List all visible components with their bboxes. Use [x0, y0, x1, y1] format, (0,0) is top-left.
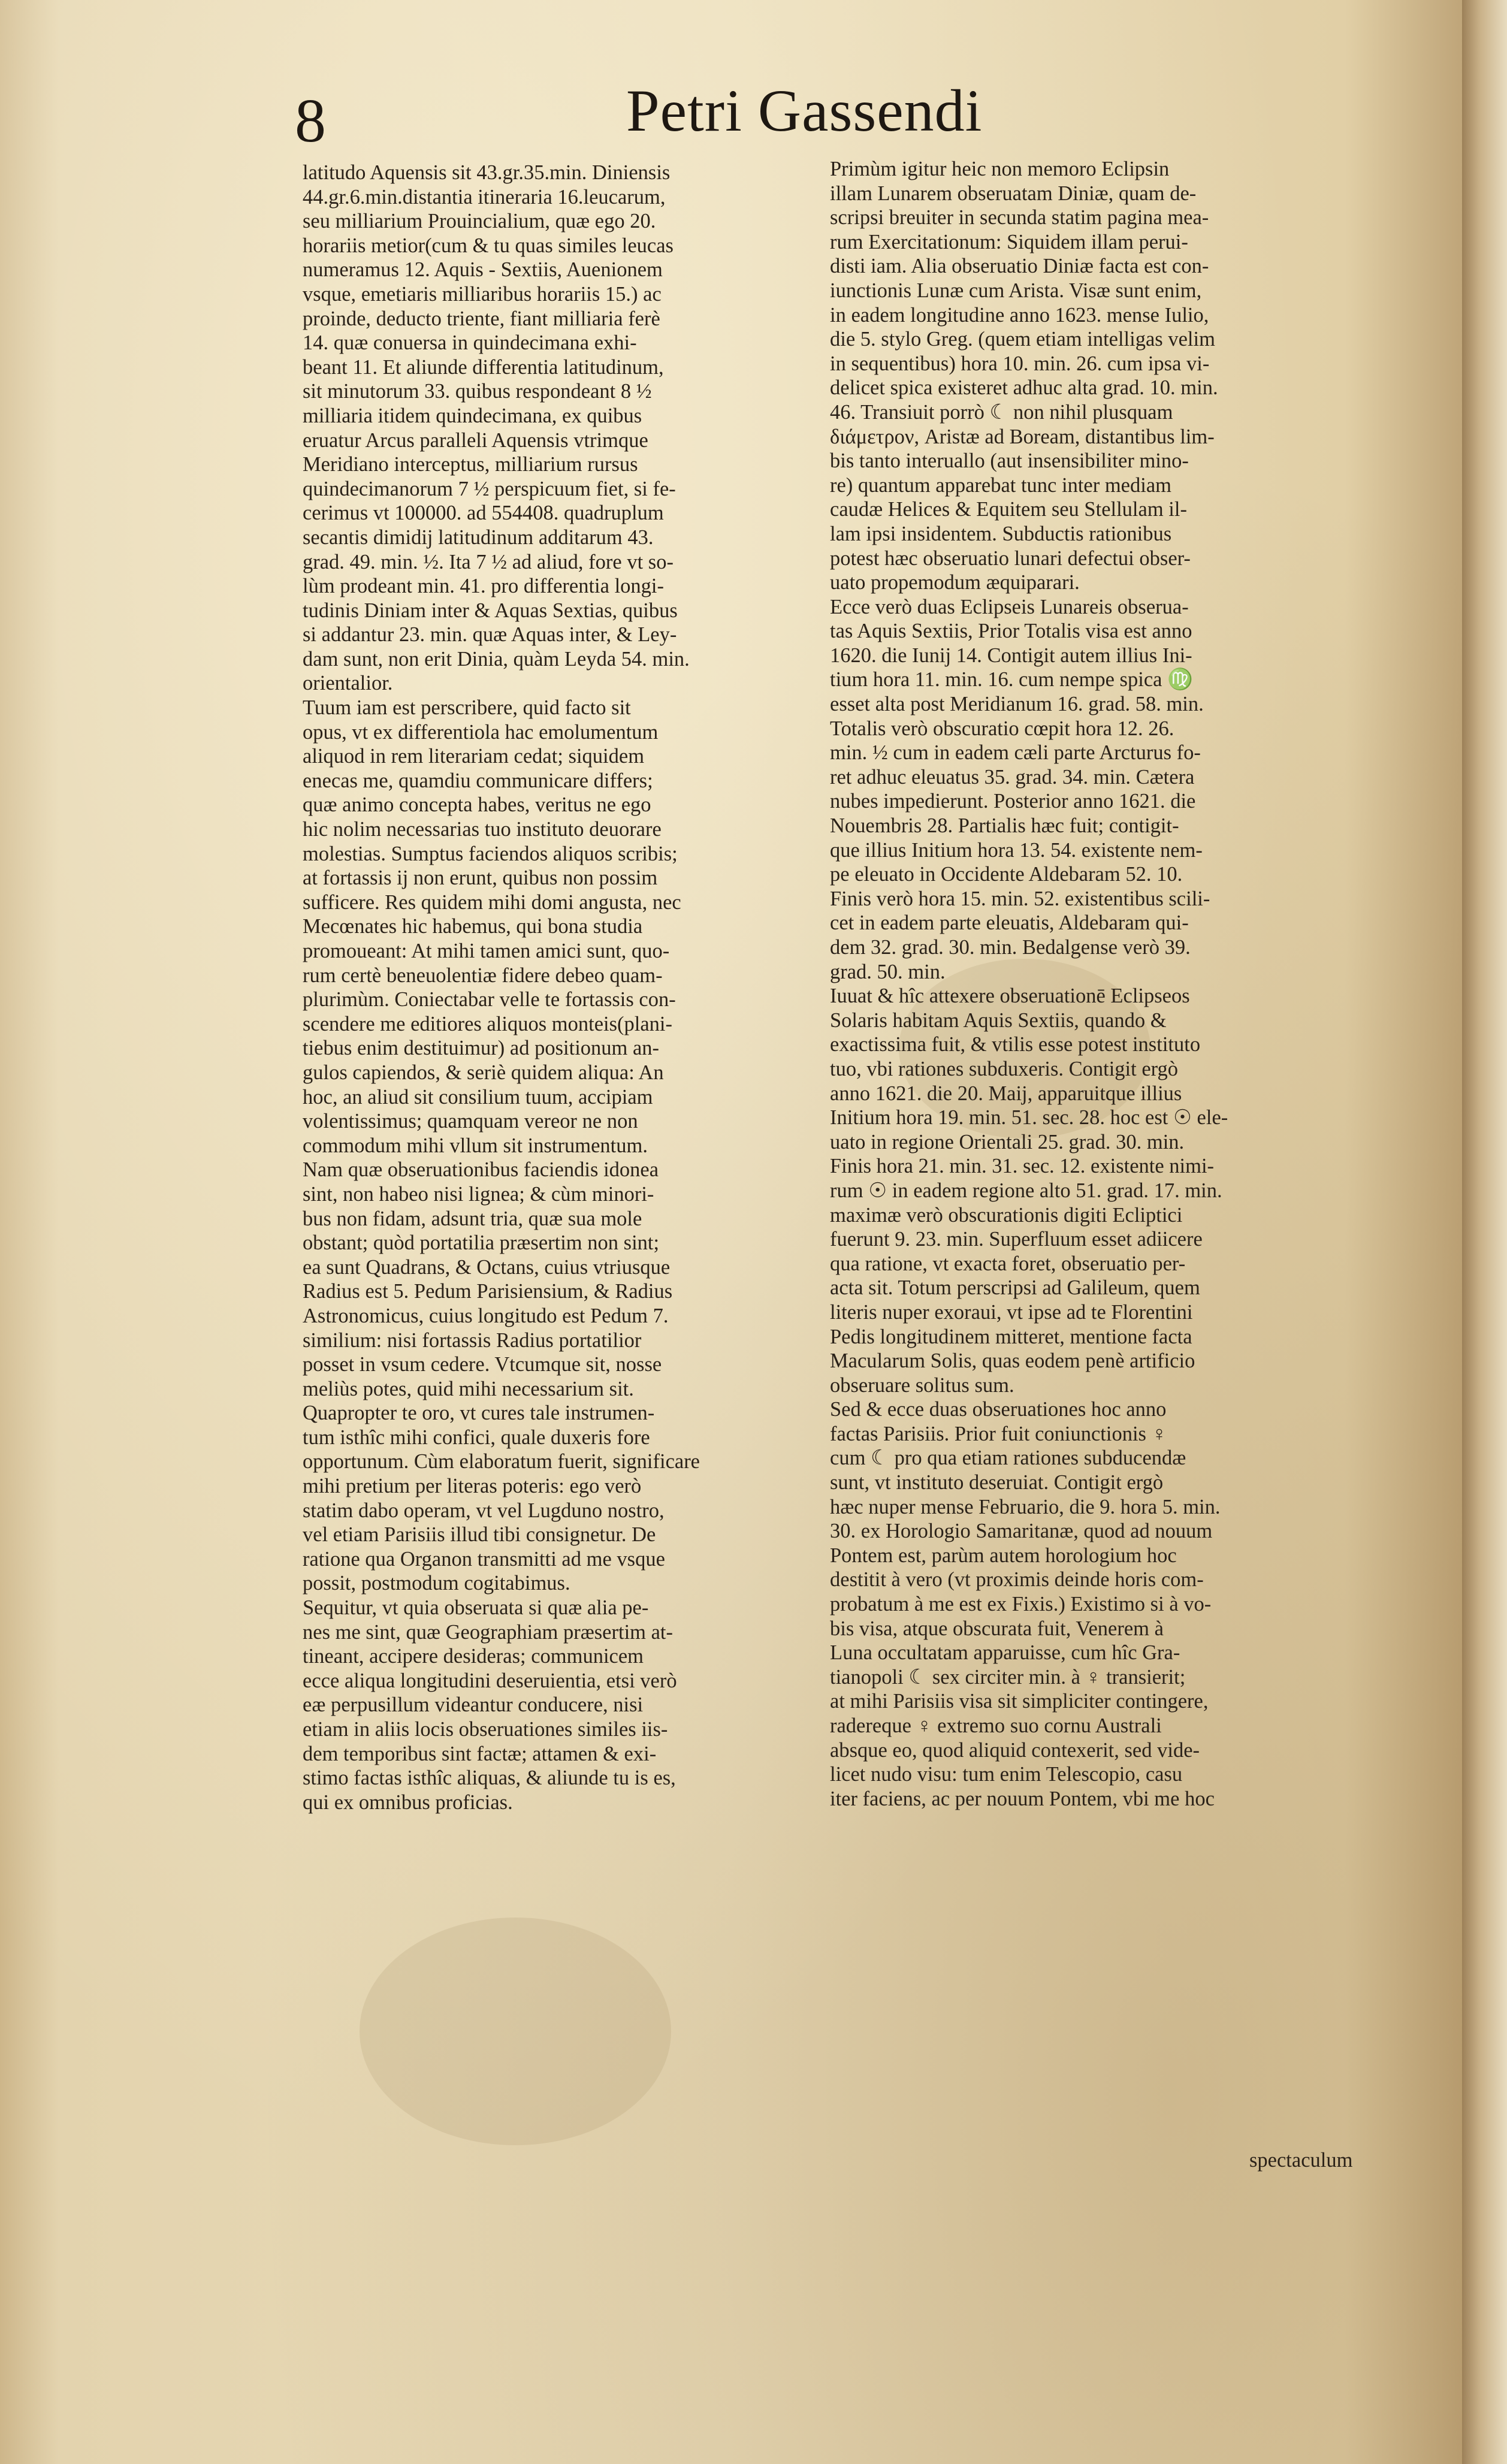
text-line: 14. quæ conuersa in quindecimana exhi-: [303, 331, 637, 355]
text-line: tium hora 11. min. 16. cum nempe spica ♍: [830, 668, 1194, 692]
text-line: 1620. die Iunij 14. Contigit autem illius Ini-: [830, 644, 1192, 667]
text-line: grad. 50. min.: [830, 960, 946, 983]
text-line: vel etiam Parisiis illud tibi consignetur. De: [303, 1523, 656, 1547]
text-line: similium: nisi fortassis Radius portatilior: [303, 1328, 642, 1352]
text-line: hic nolim necessarias tuo instituto deuorare: [303, 818, 662, 841]
text-line: posset in vsum cedere. Vtcumque sit, nosse: [303, 1353, 662, 1376]
text-line: licet nudo visu: tum enim Telescopio, casu: [830, 1763, 1183, 1786]
text-line: tineant, accipere desideras; communicem: [303, 1645, 644, 1668]
running-head: Petri Gassendi: [626, 77, 983, 144]
text-line: potest hæc obseruatio lunari defectui obser-: [830, 546, 1191, 570]
text-line: Ecce verò duas Eclipseis Lunareis obserua-: [830, 595, 1189, 618]
text-line: disti iam. Alia obseruatio Diniæ facta est con-: [830, 255, 1209, 278]
text-line: seu milliarium Prouincialium, quæ ego 20.: [303, 210, 656, 233]
text-line: ecce aliqua longitudini deseruientia, etsi verò: [303, 1669, 677, 1692]
text-line: sint, non habeo nisi lignea; & cùm minori-: [303, 1182, 654, 1206]
text-line: nubes impedierunt. Posterior anno 1621. die: [830, 790, 1196, 813]
text-line: ratione qua Organon transmitti ad me vsque: [303, 1547, 665, 1571]
text-line: si addantur 23. min. quæ Aquas inter, & Ley-: [303, 623, 677, 647]
text-line: quæ animo concepta habes, veritus ne ego: [303, 793, 651, 817]
text-line: cet in eadem parte eleuatis, Aldebaram qui-: [830, 911, 1189, 935]
left-text-column: [303, 161, 818, 1814]
text-line: enecas me, quamdiu communicare differs;: [303, 769, 653, 792]
text-line: hæc nuper mense Februario, die 9. hora 5. min.: [830, 1495, 1221, 1518]
text-line: Totalis verò obscuratio cœpit hora 12. 26.: [830, 717, 1174, 740]
text-line: cerimus vt 100000. ad 554408. quadruplum: [303, 502, 664, 525]
text-line: Pontem est, parùm autem horologium hoc: [830, 1544, 1177, 1567]
text-line: lam ipsi insidentem. Subductis rationibus: [830, 522, 1172, 545]
text-line: 44.gr.6.min.distantia itineraria 16.leucarum,: [303, 185, 666, 209]
text-line: Luna occultatam apparuisse, cum hîc Gra-: [830, 1641, 1180, 1665]
text-line: volentissimus; quamquam vereor ne non: [303, 1110, 638, 1133]
text-line: scripsi breuiter in secunda statim pagina mea-: [830, 206, 1209, 230]
text-line: que illius Initium hora 13. 54. existente nem-: [830, 838, 1203, 862]
text-line: Astronomicus, cuius longitudo est Pedum 7.: [303, 1304, 669, 1327]
text-line: fuerunt 9. 23. min. Superfluum esset adiicere: [830, 1228, 1203, 1251]
binding-gutter: [1462, 0, 1507, 2464]
text-line: Solaris habitam Aquis Sextiis, quando &: [830, 1008, 1167, 1032]
text-line: anno 1621. die 20. Maij, apparuitque illius: [830, 1082, 1182, 1105]
text-line: orientalior.: [303, 672, 393, 695]
text-line: Initium hora 19. min. 51. sec. 28. hoc est ☉ ele-: [830, 1106, 1228, 1130]
text-line: obseruare solitus sum.: [830, 1373, 1014, 1397]
text-line: beant 11. Et aliunde differentia latitudinum,: [303, 355, 664, 379]
text-line: sunt, vt instituto deseruiat. Contigit ergò: [830, 1471, 1164, 1494]
paper-stain: [360, 1918, 671, 2145]
text-line: sit minutorum 33. quibus respondeant 8 ½: [303, 380, 652, 403]
text-line: horariis metior(cum & tu quas similes leucas: [303, 234, 674, 257]
text-line: iter faciens, ac per nouum Pontem, vbi me hoc: [830, 1787, 1215, 1810]
text-line: qua ratione, vt exacta foret, obseruatio per-: [830, 1252, 1186, 1275]
text-line: cum ☾ pro qua etiam rationes subducendæ: [830, 1447, 1186, 1470]
text-line: Meridiano interceptus, milliarium rursus: [303, 453, 638, 476]
text-line: rum ☉ in eadem regione alto 51. grad. 17. min.: [830, 1179, 1222, 1202]
text-line: numeramus 12. Aquis - Sextiis, Auenionem: [303, 258, 663, 282]
text-line: uato in regione Orientali 25. grad. 30. min.: [830, 1130, 1185, 1154]
text-line: bis tanto interuallo (aut insensibiliter mino-: [830, 449, 1189, 473]
text-line: tum isthîc mihi confici, quale duxeris fore: [303, 1426, 650, 1449]
text-line: esset alta post Meridianum 16. grad. 58. min.: [830, 693, 1204, 716]
text-line: in sequentibus) hora 10. min. 26. cum ipsa vi-: [830, 352, 1210, 375]
text-line: Primùm igitur heic non memoro Eclipsin: [830, 158, 1170, 180]
text-line: acta sit. Totum perscripsi ad Galileum, quem: [830, 1276, 1200, 1300]
text-line: quindecimanorum 7 ½ perspicuum fiet, si fe-: [303, 477, 676, 500]
text-line: nes me sint, quæ Geographiam præsertim at-: [303, 1620, 674, 1644]
text-line: διάμετρον, Aristæ ad Boream, distantibus lim-: [830, 425, 1215, 448]
text-line: molestias. Sumptus faciendos aliquos scribis;: [303, 842, 678, 865]
text-line: stimo factas isthîc aliquas, & aliunde tu is es,: [303, 1767, 676, 1790]
text-line: illam Lunarem obseruatam Diniæ, quam de-: [830, 182, 1197, 205]
text-line: uato propemodum æquiparari.: [830, 571, 1080, 594]
text-line: radereque ♀ extremo suo cornu Australi: [830, 1714, 1162, 1737]
text-line: aliquod in rem literariam cedat; siquidem: [303, 745, 645, 768]
text-line: destitit à vero (vt proximis deinde horis com-: [830, 1568, 1204, 1592]
text-line: exactissima fuit, & vtilis esse potest instituto: [830, 1033, 1201, 1056]
text-line: Sed & ecce duas obseruationes hoc anno: [830, 1398, 1167, 1421]
text-line: in eadem longitudine anno 1623. mense Iulio,: [830, 303, 1209, 327]
text-line: etiam in aliis locis obseruationes similes iis-: [303, 1718, 668, 1741]
text-line: secantis dimidij latitudinum additarum 43.: [303, 526, 654, 549]
text-line: commodum mihi vllum sit instrumentum.: [303, 1134, 648, 1157]
text-line: Finis verò hora 15. min. 52. existentibus scili-: [830, 887, 1210, 910]
text-line: Nouembris 28. Partialis hæc fuit; contigit-: [830, 814, 1179, 838]
text-line: pe eleuato in Occidente Aldebaram 52. 10.: [830, 863, 1183, 886]
text-line: Radius est 5. Pedum Parisiensium, & Radius: [303, 1280, 673, 1303]
text-line: Mecœnates hic habemus, qui bona studia: [303, 915, 643, 938]
text-line: sufficere. Res quidem mihi domi angusta, nec: [303, 890, 681, 914]
text-line: maximæ verò obscurationis digiti Ecliptici: [830, 1203, 1183, 1227]
text-line: tuo, vbi rationes subduxeris. Contigit ergò: [830, 1057, 1179, 1080]
text-line: lùm prodeant min. 41. pro differentia longi-: [303, 575, 664, 598]
text-line: absque eo, quod aliquid contexerit, sed vide-: [830, 1738, 1200, 1762]
text-line: milliaria itidem quindecimana, ex quibus: [303, 404, 642, 427]
text-line: re) quantum apparebat tunc inter mediam: [830, 473, 1171, 497]
text-line: tas Aquis Sextiis, Prior Totalis visa est anno: [830, 620, 1192, 643]
text-line: Finis hora 21. min. 31. sec. 12. existente nimi-: [830, 1155, 1215, 1178]
text-line: opportunum. Cùm elaboratum fuerit, significare: [303, 1450, 700, 1473]
text-line: tiebus enim destituimur) ad positionum an-: [303, 1037, 660, 1060]
text-line: Tuum iam est perscribere, quid facto sit: [303, 696, 631, 720]
text-line: Quapropter te oro, vt cures tale instrumen-: [303, 1402, 655, 1425]
text-line: dem 32. grad. 30. min. Bedalgense verò 39.: [830, 936, 1191, 959]
text-line: proinde, deducto triente, fiant milliaria ferè: [303, 307, 660, 330]
text-line: Sequitur, vt quia obseruata si quæ alia pe-: [303, 1596, 649, 1620]
text-line: bis visa, atque obscurata fuit, Venerem à: [830, 1617, 1164, 1640]
text-line: 30. ex Horologio Samaritanæ, quod ad nouum: [830, 1520, 1213, 1543]
text-line: obstant; quòd portatilia præsertim non sint;: [303, 1231, 660, 1255]
text-line: promoueant: At mihi tamen amici sunt, quo-: [303, 940, 670, 962]
text-line: Pedis longitudinem mitteret, mentione facta: [830, 1325, 1192, 1348]
text-line: ea sunt Quadrans, & Octans, cuius vtriusque: [303, 1255, 671, 1279]
text-line: meliùs potes, quid mihi necessarium sit.: [303, 1377, 634, 1400]
text-line: possit, postmodum cogitabimus.: [303, 1572, 570, 1595]
text-line: hoc, an aliud sit consilium tuum, accipiam: [303, 1085, 653, 1109]
text-line: dam sunt, non erit Dinia, quàm Leyda 54. min.: [303, 647, 690, 671]
text-line: iunctionis Lunæ cum Arista. Visæ sunt enim,: [830, 279, 1202, 302]
text-line: delicet spica existeret adhuc alta grad. 10. min.: [830, 376, 1218, 400]
text-line: eæ perpusillum videantur conducere, nisi: [303, 1693, 644, 1717]
text-line: eruatur Arcus paralleli Aquensis vtrimque: [303, 428, 648, 452]
text-line: vsque, emetiaris milliaribus horariis 15.) ac: [303, 282, 662, 306]
text-line: ret adhuc eleuatus 35. grad. 34. min. Cætera: [830, 765, 1195, 789]
text-line: gulos capiendos, & seriè quidem aliqua: An: [303, 1061, 664, 1084]
text-line: rum Exercitationum: Siquidem illam perui-: [830, 230, 1188, 253]
text-line: dem temporibus sint factæ; attamen & exi-: [303, 1742, 657, 1765]
text-line: scendere me editiores aliquos monteis(plani-: [303, 1012, 672, 1035]
text-line: Iuuat & hîc attexere obseruationē Eclipseos: [830, 985, 1190, 1008]
page-number: 8: [295, 86, 326, 155]
text-line: Macularum Solis, quas eodem penè artificio: [830, 1349, 1195, 1373]
text-line: latitudo Aquensis sit 43.gr.35.min. Diniensis: [303, 161, 671, 184]
text-line: tianopoli ☾ sex circiter min. à ♀ transierit;: [830, 1665, 1186, 1689]
text-line: bus non fidam, adsunt tria, quæ sua mole: [303, 1207, 642, 1230]
right-text-column: [830, 157, 1363, 1811]
catchword: spectaculum: [1249, 2149, 1353, 2172]
text-line: statim dabo operam, vt vel Lugduno nostro,: [303, 1499, 665, 1522]
text-line: caudæ Helices & Equitem seu Stellulam il-: [830, 498, 1187, 521]
text-line: at fortassis ij non erunt, quibus non possim: [303, 866, 658, 890]
text-line: probatum à me est ex Fixis.) Existimo si à vo-: [830, 1593, 1212, 1616]
text-line: mihi pretium per literas poteris: ego verò: [303, 1475, 642, 1498]
text-line: qui ex omnibus proficias.: [303, 1790, 513, 1814]
text-line: plurimùm. Coniectabar velle te fortassis con-: [303, 988, 676, 1011]
text-line: rum certè beneuolentiæ fidere debeo quam-: [303, 964, 663, 987]
text-line: min. ½ cum in eadem cæli parte Arcturus fo-: [830, 741, 1201, 765]
text-line: opus, vt ex differentiola hac emolumentum: [303, 720, 659, 744]
text-line: die 5. stylo Greg. (quem etiam intelligas velim: [830, 328, 1215, 351]
text-line: literis nuper exoraui, vt ipse ad te Florentini: [830, 1300, 1193, 1324]
text-line: Nam quæ obseruationibus faciendis idonea: [303, 1158, 659, 1182]
text-line: tudinis Diniam inter & Aquas Sextias, quibus: [303, 599, 678, 622]
text-line: grad. 49. min. ½. Ita 7 ½ ad aliud, fore vt so-: [303, 550, 674, 573]
text-line: at mihi Parisiis visa sit simpliciter contingere,: [830, 1690, 1209, 1713]
text-line: 46. Transiuit porrò ☾ non nihil plusquam: [830, 400, 1173, 424]
text-line: factas Parisiis. Prior fuit coniunctionis ♀: [830, 1422, 1167, 1445]
